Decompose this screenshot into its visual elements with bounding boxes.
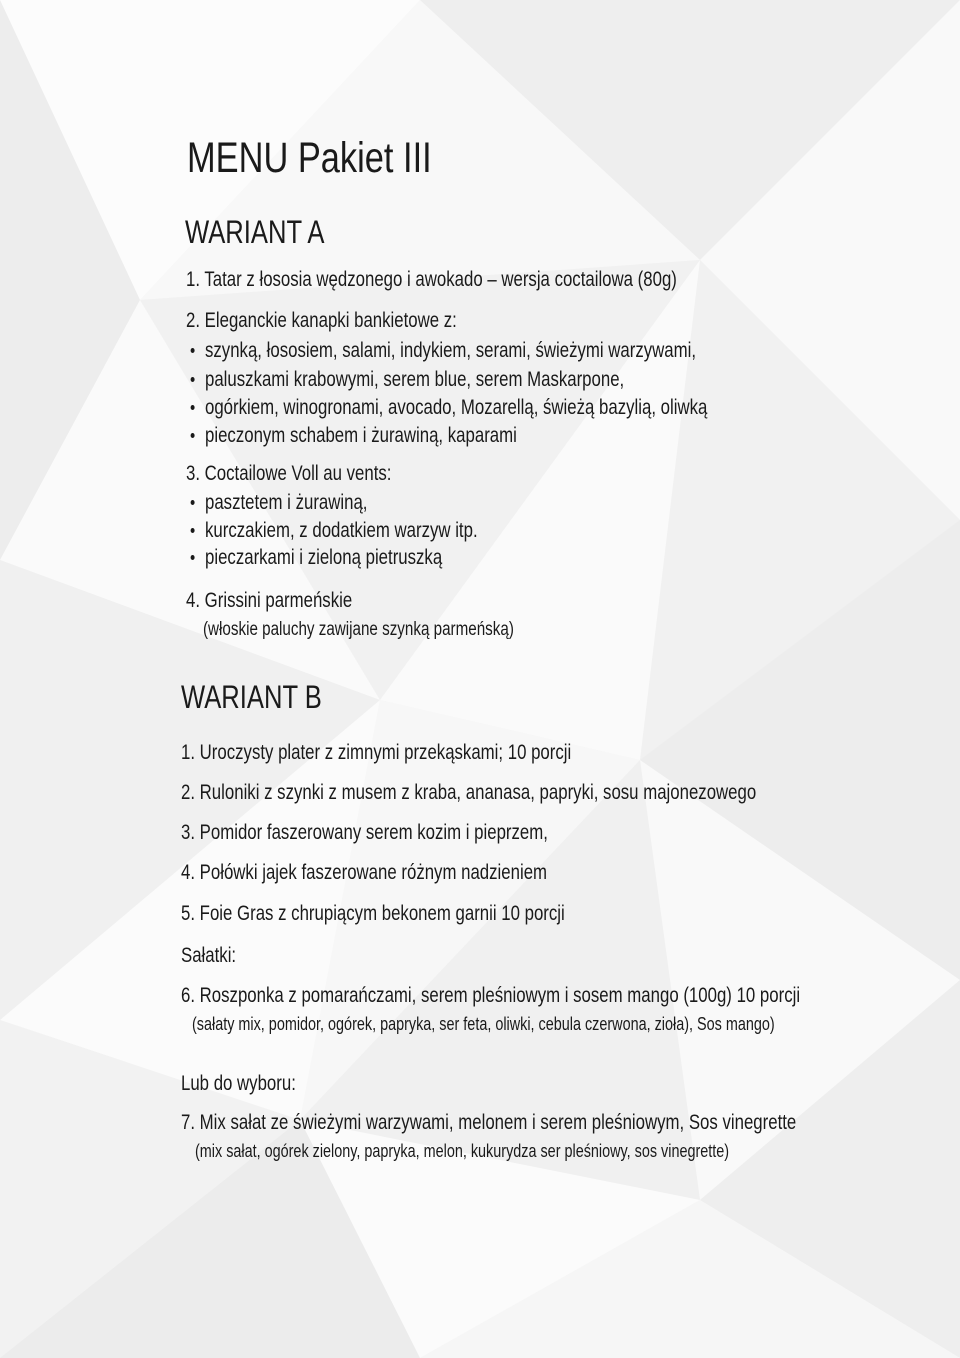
variant-b-item-6-note: (sałaty mix, pomidor, ogórek, papryka, ser feta, oliwki, cebula czerwona, zioła), Sos mango) <box>192 1014 775 1034</box>
variant-a-heading: WARIANT A <box>185 214 325 250</box>
variant-a-item-1: 1. Tatar z łososia wędzonego i awokado – wersja coctailowa (80g) <box>186 268 677 291</box>
variant-b-item-7-note: (mix sałat, ogórek zielony, papryka, melon, kukurydza ser pleśniowy, sos vinegrette) <box>195 1141 730 1161</box>
list-item: pasztetem i żurawiną, <box>205 491 368 514</box>
variant-a-item-3: 3. Coctailowe Voll au vents: <box>186 462 392 485</box>
variant-a-item-2: 2. Eleganckie kanapki bankietowe z: <box>186 309 457 332</box>
variant-a-item-4-note: (włoskie paluchy zawijane szynką parmeńską) <box>203 619 514 640</box>
list-item: paluszkami krabowymi, serem blue, serem Maskarpone, <box>205 368 625 391</box>
variant-b-item-3: 3. Pomidor faszerowany serem kozim i pieprzem, <box>181 821 548 844</box>
list-item: pieczarkami i zieloną pietruszką <box>205 546 443 569</box>
variant-b-item-4: 4. Połówki jajek faszerowane różnym nadzieniem <box>181 861 548 884</box>
list-item: szynką, łososiem, salami, indykiem, serami, świeżymi warzywami, <box>205 339 697 362</box>
variant-b-item-5: 5. Foie Gras z chrupiącym bekonem garnii 10 porcji <box>181 902 565 925</box>
alternative-label: Lub do wyboru: <box>181 1072 296 1095</box>
variant-b-item-2: 2. Ruloniki z szynki z musem z kraba, ananasa, papryki, sosu majonezowego <box>181 781 757 804</box>
list-item: pieczonym schabem i żurawiną, kaparami <box>205 424 517 447</box>
variant-b-heading: WARIANT B <box>181 679 322 715</box>
variant-b-item-1: 1. Uroczysty plater z zimnymi przekąskami; 10 porcji <box>181 741 572 764</box>
list-item: ogórkiem, winogronami, avocado, Mozarellą, świeżą bazylią, oliwką <box>205 396 708 419</box>
page-title: MENU Pakiet III <box>187 134 432 182</box>
variant-a-item-4: 4. Grissini parmeńskie <box>186 589 353 612</box>
variant-b-item-7: 7. Mix sałat ze świeżymi warzywami, melonem i serem pleśniowym, Sos vinegrette <box>181 1111 797 1134</box>
salads-label: Sałatki: <box>181 944 237 967</box>
list-item: kurczakiem, z dodatkiem warzyw itp. <box>205 519 478 542</box>
variant-b-item-6: 6. Roszponka z pomarańczami, serem pleśniowym i sosem mango (100g) 10 porcji <box>181 984 801 1007</box>
